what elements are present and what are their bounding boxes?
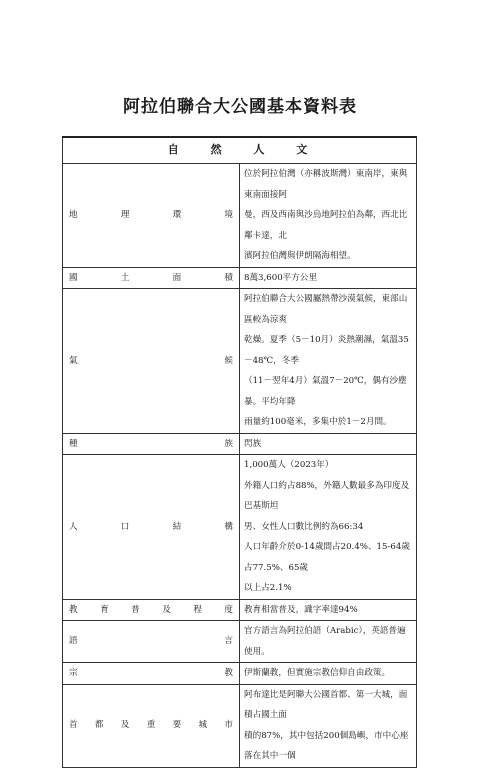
value-line: 閃族 [244, 438, 262, 449]
value-religion [240, 663, 417, 685]
value-line: 伊斯蘭教，但實施宗教信仰自由政策。 [244, 668, 391, 678]
value-line: 曼，西及西南與沙烏地阿拉伯為鄰，西北比鄰卡達，北 [244, 210, 408, 241]
value-line: 雨量約100毫米，多集中於1－2月間。 [244, 417, 392, 427]
row-area [63, 267, 417, 289]
row-religion [63, 663, 417, 685]
row-capital [63, 684, 417, 767]
label-climate: 氣候 [63, 289, 240, 434]
label-area: 國土面積 [63, 267, 240, 289]
value-area [240, 267, 417, 289]
value-population [240, 455, 417, 600]
value-line: 乾燥。夏季（5－10月）炎熱潮濕，氣溫35－48℃，冬季 [244, 335, 409, 366]
row-ethnicity [63, 433, 417, 455]
label-religion: 宗教 [63, 663, 240, 685]
value-line: 以上占2.1% [244, 583, 292, 593]
page-title: 阿拉伯聯合大公國基本資料表 [123, 97, 357, 117]
value-line: 8萬3,600平方公里 [244, 272, 318, 283]
label-population: 人口結構 [63, 455, 240, 600]
value-line: 人口年齡介於0-14歲間占20.4%、15-64歲占77.5%、65歲 [244, 542, 410, 573]
label-geography: 地理環境 [63, 164, 240, 268]
value-line: （11－翌年4月）氣溫7－20℃，偶有沙塵暴。平均年降 [244, 376, 407, 407]
value-line: 男、女性人口數比例約為66:34 [244, 521, 364, 532]
section-header: 自 然 人 文 [63, 137, 417, 164]
label-education: 教育普及程度 [63, 599, 240, 621]
value-line: 1,000萬人（2023年） [244, 460, 334, 470]
value-ethnicity [240, 433, 417, 455]
value-line: 位於阿拉伯灣（亦稱波斯灣）東南岸，東與東南面接阿 [244, 169, 408, 200]
row-education [63, 599, 417, 621]
section-header-row [63, 137, 417, 164]
label-ethnicity: 種族 [63, 433, 240, 455]
value-geography [240, 164, 417, 268]
value-line: 教育相當普及，識字率達94% [244, 604, 358, 615]
value-line: 阿布達比是阿聯大公國首都、第一大城，面積占國土面 [244, 689, 408, 720]
row-population [63, 455, 417, 600]
label-capital: 首都及重要城市 [63, 684, 240, 767]
value-line: 官方語言為阿拉伯語（Arabic），英語普遍使用。 [244, 626, 406, 657]
basic-data-table [62, 136, 417, 768]
value-language [240, 621, 417, 663]
value-line: 外籍人口約占88%，外籍人數最多為印度及巴基斯坦 [244, 480, 410, 511]
label-language: 語言 [63, 621, 240, 663]
value-line: 阿拉伯聯合大公國屬熱帶沙漠氣候，東部山區較為涼爽 [244, 294, 408, 325]
row-climate [63, 289, 417, 434]
value-capital [240, 684, 417, 767]
value-climate [240, 289, 417, 434]
row-language [63, 621, 417, 663]
row-geography [63, 164, 417, 268]
value-line: 積的87%，其中包括200個島嶼，市中心座落在其中一個 [244, 730, 409, 761]
value-education [240, 599, 417, 621]
value-line: 濱阿拉伯灣與伊朗隔海相望。 [244, 251, 356, 261]
